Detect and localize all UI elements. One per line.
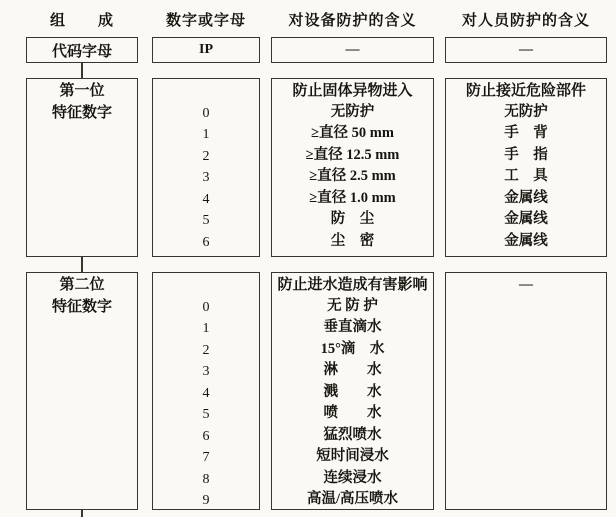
first-digit-personnel-header: 防止接近危险部件 xyxy=(465,82,586,99)
first-digit-personnel-box xyxy=(445,78,607,257)
first-digit-value: 5 xyxy=(202,213,210,228)
column-header-personnel-meaning: 对人员防护的含义 xyxy=(461,12,590,29)
second-digit-value: 1 xyxy=(202,321,210,336)
personnel-meaning-row: 金属线 xyxy=(504,189,548,206)
second-digit-label-line2: 特征数字 xyxy=(51,297,112,315)
first-digit-personnel-list xyxy=(446,102,606,253)
equipment-meaning-row: ≥直径 1.0 mm xyxy=(309,189,396,206)
equipment-meaning-row: 15°滴 水 xyxy=(320,340,385,357)
first-digit-value: 6 xyxy=(202,234,210,250)
first-digit-value: 2 xyxy=(202,148,210,164)
equipment-meaning-row: 溅 水 xyxy=(323,383,382,400)
first-digit-value: 4 xyxy=(202,191,210,207)
second-digit-value: 0 xyxy=(202,299,210,315)
second-digit-equipment-list xyxy=(272,296,433,511)
second-digit-value: 9 xyxy=(202,493,210,508)
second-digit-value: 6 xyxy=(202,428,210,444)
personnel-meaning-row: 手 背 xyxy=(504,125,548,141)
personnel-meaning-row: 无防护 xyxy=(504,103,548,120)
equipment-meaning-row: 尘 密 xyxy=(330,232,375,249)
second-digit-value: 4 xyxy=(202,385,210,401)
first-digit-label-box xyxy=(26,78,138,257)
second-digit-personnel-placeholder: — xyxy=(519,277,533,292)
personnel-meaning-row: 工 具 xyxy=(504,168,548,184)
second-digit-value: 2 xyxy=(202,342,210,358)
second-digit-label-line1: 第二位 xyxy=(59,276,105,293)
personnel-meaning-row: 金属线 xyxy=(504,232,548,249)
second-digit-value: 3 xyxy=(202,364,210,379)
equipment-meaning-row: 无 防 护 xyxy=(327,297,378,314)
second-digit-personnel-box xyxy=(445,272,607,510)
equipment-meaning-row: 防 尘 xyxy=(330,211,375,227)
connector-line-middle xyxy=(81,257,83,272)
column-header-numeral-or-letter: 数字或字母 xyxy=(165,12,246,29)
equipment-meaning-row: 高温/高压喷水 xyxy=(306,491,399,507)
first-digit-equipment-box xyxy=(271,78,434,257)
first-digit-value: 1 xyxy=(202,127,210,142)
connector-line-bottom xyxy=(81,510,83,517)
first-digit-value: 0 xyxy=(202,105,210,121)
equipment-meaning-row: 淋 水 xyxy=(323,362,382,378)
equipment-meaning-row: 无防护 xyxy=(330,103,375,120)
equipment-meaning-row: ≥直径 2.5 mm xyxy=(309,168,396,184)
equipment-meaning-row: ≥直径 50 mm xyxy=(311,125,394,141)
connector-line-top xyxy=(81,63,83,78)
code-letters-personnel-box: — xyxy=(445,37,607,63)
first-digit-values-box xyxy=(152,78,260,257)
code-letters-equipment-box: — xyxy=(271,37,434,63)
equipment-meaning-row: 猛烈喷水 xyxy=(323,426,382,443)
column-header-composition: 组 成 xyxy=(49,12,114,29)
first-digit-values-list xyxy=(153,80,259,253)
second-digit-label-box xyxy=(26,272,138,510)
code-letters-value-box: IP xyxy=(152,37,260,63)
first-digit-label-line2: 特征数字 xyxy=(51,103,112,121)
first-digit-label-line1: 第一位 xyxy=(59,82,105,99)
second-digit-value: 7 xyxy=(202,450,210,465)
first-digit-value: 3 xyxy=(202,170,210,185)
second-digit-value: 5 xyxy=(202,407,210,422)
first-digit-equipment-list xyxy=(272,102,433,253)
equipment-meaning-row: 短时间浸水 xyxy=(316,448,389,464)
equipment-meaning-row: 连续浸水 xyxy=(323,469,382,486)
equipment-meaning-row: ≥直径 12.5 mm xyxy=(305,146,400,163)
personnel-meaning-row: 手 指 xyxy=(504,146,548,163)
first-digit-equipment-header: 防止固体异物进入 xyxy=(292,82,413,99)
second-digit-values-box xyxy=(152,272,260,510)
second-digit-values-list xyxy=(153,274,259,510)
second-digit-equipment-header: 防止进水造成有害影响 xyxy=(277,276,428,293)
second-digit-equipment-box xyxy=(271,272,434,510)
second-digit-value: 8 xyxy=(202,471,210,487)
code-letters-label-box: 代码字母 xyxy=(26,37,138,63)
equipment-meaning-row: 垂直滴水 xyxy=(323,319,382,335)
personnel-meaning-row: 金属线 xyxy=(504,211,548,227)
equipment-meaning-row: 喷 水 xyxy=(323,405,382,421)
column-header-equipment-meaning: 对设备防护的含义 xyxy=(288,12,417,29)
